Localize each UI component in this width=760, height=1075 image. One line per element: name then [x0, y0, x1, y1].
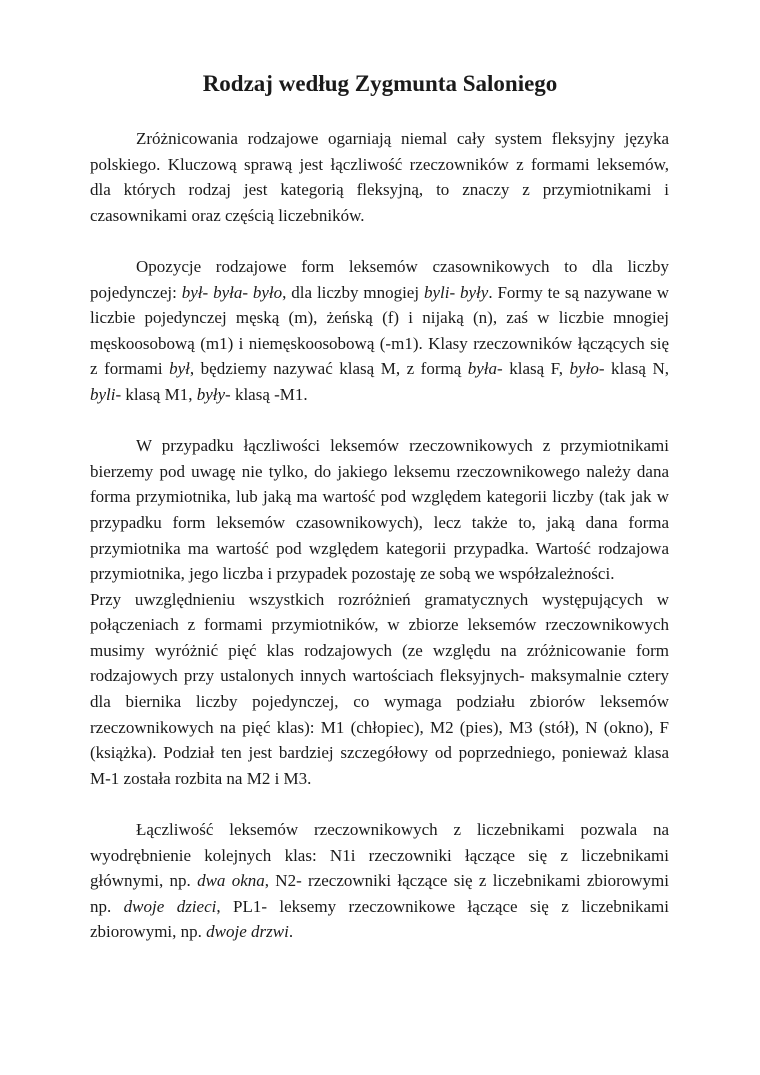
paragraph-3: W przypadku łączliwości leksemów rzeczownikowych z przymiotnikami bierzemy pod uwagę nie tylko, do jakiego leksemu rzeczownikowego należy dana forma przymiotnika, lub jaką ma wartość pod względem kategorii liczby (tak jak w przypadku form leksemów czasownikowych), lecz także to, jaką dana forma przymiotnika ma wartość pod względem kategorii przypadka. Wartość rodzajowa przymiotnika, jego liczba i przypadek pozostaję ze sobą we współzależności.: [90, 436, 669, 584]
page-title: Rodzaj według Zygmunta Saloniego: [202, 71, 558, 96]
document-body: [90, 126, 669, 945]
italic-term: było: [569, 359, 599, 379]
text-run: Łączliwość leksemów rzeczownikowych z liczebnikami pozwala na wyodrębnienie kolejnych klas: N1i rzeczowniki łączące się z liczebnikami głównymi, np.: [90, 820, 669, 891]
italic-term: byli- były: [423, 282, 489, 302]
text-run: , N2- rzeczowniki łączące się z liczebnikami zbiorowymi np.: [90, 871, 669, 916]
italic-term: dwoje dzieci: [123, 896, 217, 916]
paragraph-2: [90, 254, 669, 408]
paragraph-spacer: [90, 408, 669, 434]
text-run: - klasą N,: [598, 359, 669, 379]
italic-term: dwoje drzwi: [206, 922, 289, 942]
italic-term: były: [196, 384, 226, 404]
text-run: .: [288, 922, 294, 942]
italic-term: był- była- było: [181, 282, 283, 302]
italic-term: dwa okna: [197, 871, 265, 891]
text-run: , dla liczby mnogiej: [282, 282, 424, 302]
text-run: . Formy te są nazywane w liczbie pojedynczej męską (m), żeńską (f) i nijaką (n), zaś w liczbie mnogiej męskoosobową (m1) i niemęskoosobową (-m1). Klasy rzeczowników łączących się z formami: [90, 282, 669, 379]
paragraph-4: Przy uwzględnieniu wszystkich rozróżnień gramatycznych występujących w połączeniach z formami przymiotników, w zbiorze leksemów rzeczownikowych musimy wyróżnić pięć klas rodzajowych (ze względu na zróżnicowanie form rodzajowych przy ustalonych innych wartościach fleksyjnych- maksymalnie cztery dla biernika liczby pojedynczej, co wymaga podziału zbiorów leksemów rzeczownikowych na pięć klas): M1 (chłopiec), M2 (pies), M3 (stół), N (okno), F (książka). Podział ten jest bardziej szczegółowy od poprzedniego, ponieważ klasa M-1 została rozbita na M2 i M3.: [90, 589, 669, 788]
text-run: - klasą -M1.: [225, 384, 308, 404]
paragraph-5: [90, 817, 669, 945]
paragraph-1: Zróżnicowania rodzajowe ogarniają niemal cały system fleksyjny języka polskiego. Kluczową sprawą jest łączliwość rzeczowników z formami leksemów, dla których rodzaj jest kategorią fleksyjną, to znaczy z przymiotnikami i czasownikami oraz częścią liczebników.: [90, 129, 669, 225]
text-run: - klasą F,: [497, 359, 570, 379]
text-run: Opozycje rodzajowe form leksemów czasownikowych to dla liczby pojedynczej:: [90, 256, 669, 302]
italic-term: byli: [90, 384, 116, 404]
paragraph-spacer: [90, 228, 669, 254]
text-run: , PL1- leksemy rzeczownikowe łączące się z liczebnikami zbiorowymi, np.: [90, 896, 670, 942]
text-run: , będziemy nazywać klasą M, z formą: [189, 359, 468, 379]
text-run: - klasą M1,: [115, 384, 197, 404]
italic-term: była: [467, 359, 498, 379]
italic-term: był: [169, 359, 190, 379]
paragraph-spacer: [90, 791, 669, 817]
